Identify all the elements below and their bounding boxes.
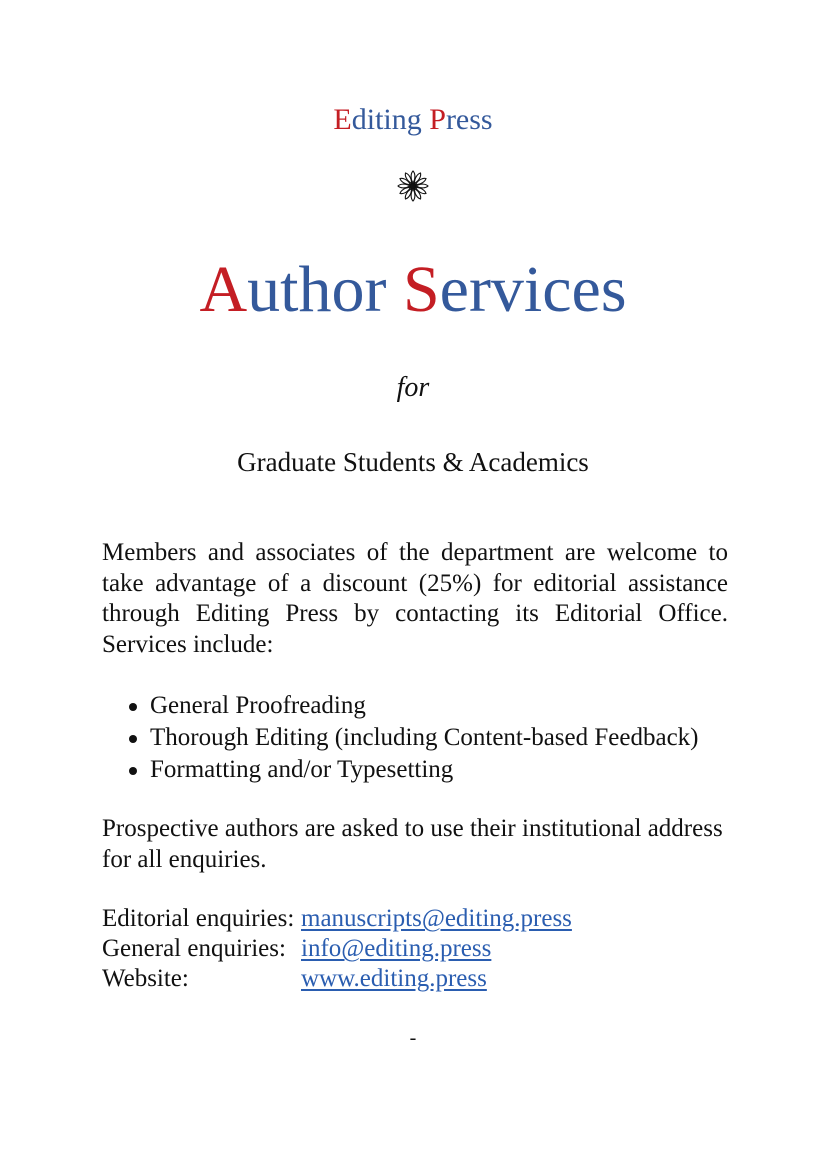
footer-dash: - — [409, 1027, 417, 1049]
services-list — [102, 690, 742, 786]
publisher-word-rest-1: diting — [351, 103, 422, 136]
publisher-word-rest-2: ress — [445, 103, 493, 136]
page-title — [0, 248, 826, 332]
contact-label: Website: — [102, 965, 189, 992]
for-label: for — [396, 372, 430, 403]
contact-label: Editorial enquiries: — [102, 905, 295, 932]
audience-subtitle: Graduate Students & Academics — [237, 447, 589, 477]
bullet-icon — [129, 735, 137, 743]
contact-row-editorial — [102, 904, 572, 934]
title-word-rest-2: ervices — [439, 253, 627, 326]
service-label: General Proofreading — [150, 692, 366, 719]
bullet-icon — [129, 767, 137, 775]
website-link[interactable]: www.editing.press — [301, 965, 487, 992]
flower-ornament-icon — [0, 170, 826, 206]
title-initial-a: A — [199, 253, 248, 326]
service-label: Formatting and/or Typesetting — [150, 756, 454, 783]
contact-row-website — [102, 964, 572, 994]
title-word-rest-1: uthor — [247, 253, 387, 326]
editorial-email-link[interactable]: manuscripts@editing.press — [301, 905, 572, 932]
list-item — [102, 754, 742, 786]
contact-row-general — [102, 934, 572, 964]
contact-label: General enquiries: — [102, 935, 286, 962]
publisher-name — [0, 100, 826, 140]
contact-block — [102, 904, 572, 994]
service-label: Thorough Editing (including Content-based Feedback) — [150, 724, 699, 751]
bullet-icon — [129, 703, 137, 711]
prospective-paragraph: Prospective authors are asked to use their institutional address for all enquiries. — [102, 815, 723, 873]
general-email-link[interactable]: info@editing.press — [301, 935, 492, 962]
publisher-initial-e: E — [333, 103, 352, 136]
intro-paragraph: Members and associates of the department are welcome to take advantage of a discount (25%) for editorial assistance through Editing Press by contacting its Editorial Office. Services include: — [102, 539, 728, 658]
title-initial-s: S — [402, 253, 440, 326]
list-item — [102, 722, 742, 754]
list-item — [102, 690, 742, 722]
publisher-initial-p: P — [429, 103, 446, 136]
